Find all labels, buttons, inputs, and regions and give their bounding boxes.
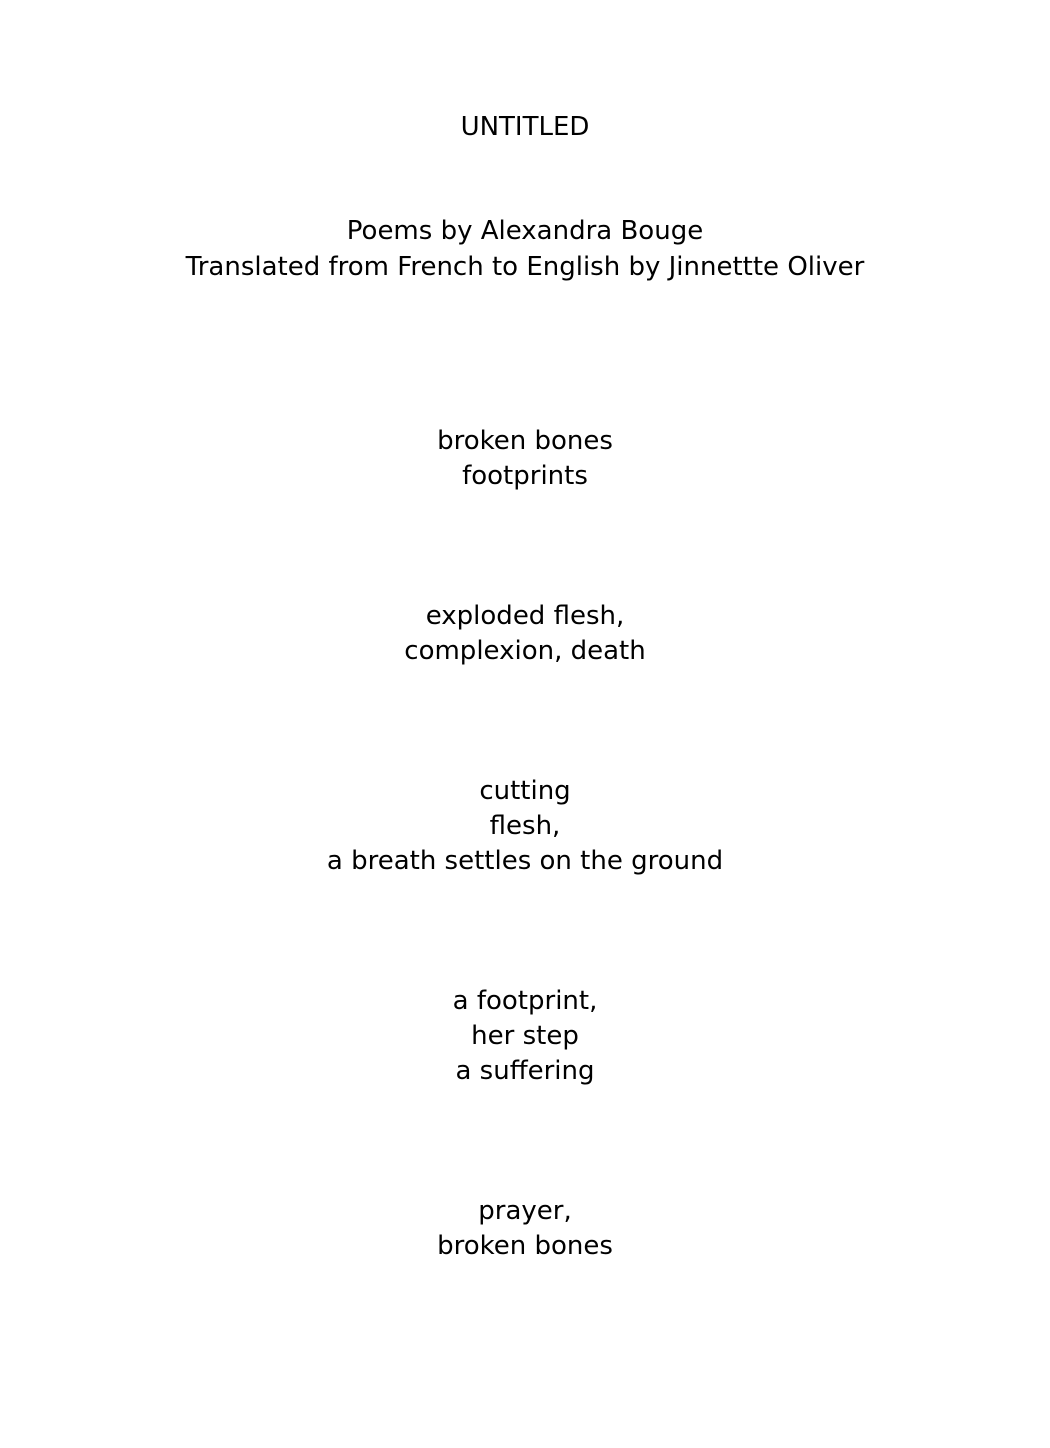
document-title: UNTITLED <box>460 112 590 142</box>
poem-line: a footprint, <box>452 986 598 1016</box>
poem-line: her step <box>471 1021 579 1051</box>
poem-line: broken bones <box>437 1231 613 1261</box>
poem-line: a breath settles on the ground <box>326 846 724 876</box>
author-credit: Poems by Alexandra Bouge <box>346 216 704 246</box>
poem-line: cutting <box>479 776 571 806</box>
poem-line: prayer, <box>478 1196 572 1226</box>
poem-line: flesh, <box>489 811 561 841</box>
poem-line: a suffering <box>455 1056 595 1086</box>
poem-line: complexion, death <box>404 636 646 666</box>
translator-credit: Translated from French to English by Jinnettte Oliver <box>185 252 865 282</box>
poem-line: footprints <box>462 461 588 491</box>
poem-line: exploded flesh, <box>425 601 625 631</box>
poem-line: broken bones <box>437 426 613 456</box>
